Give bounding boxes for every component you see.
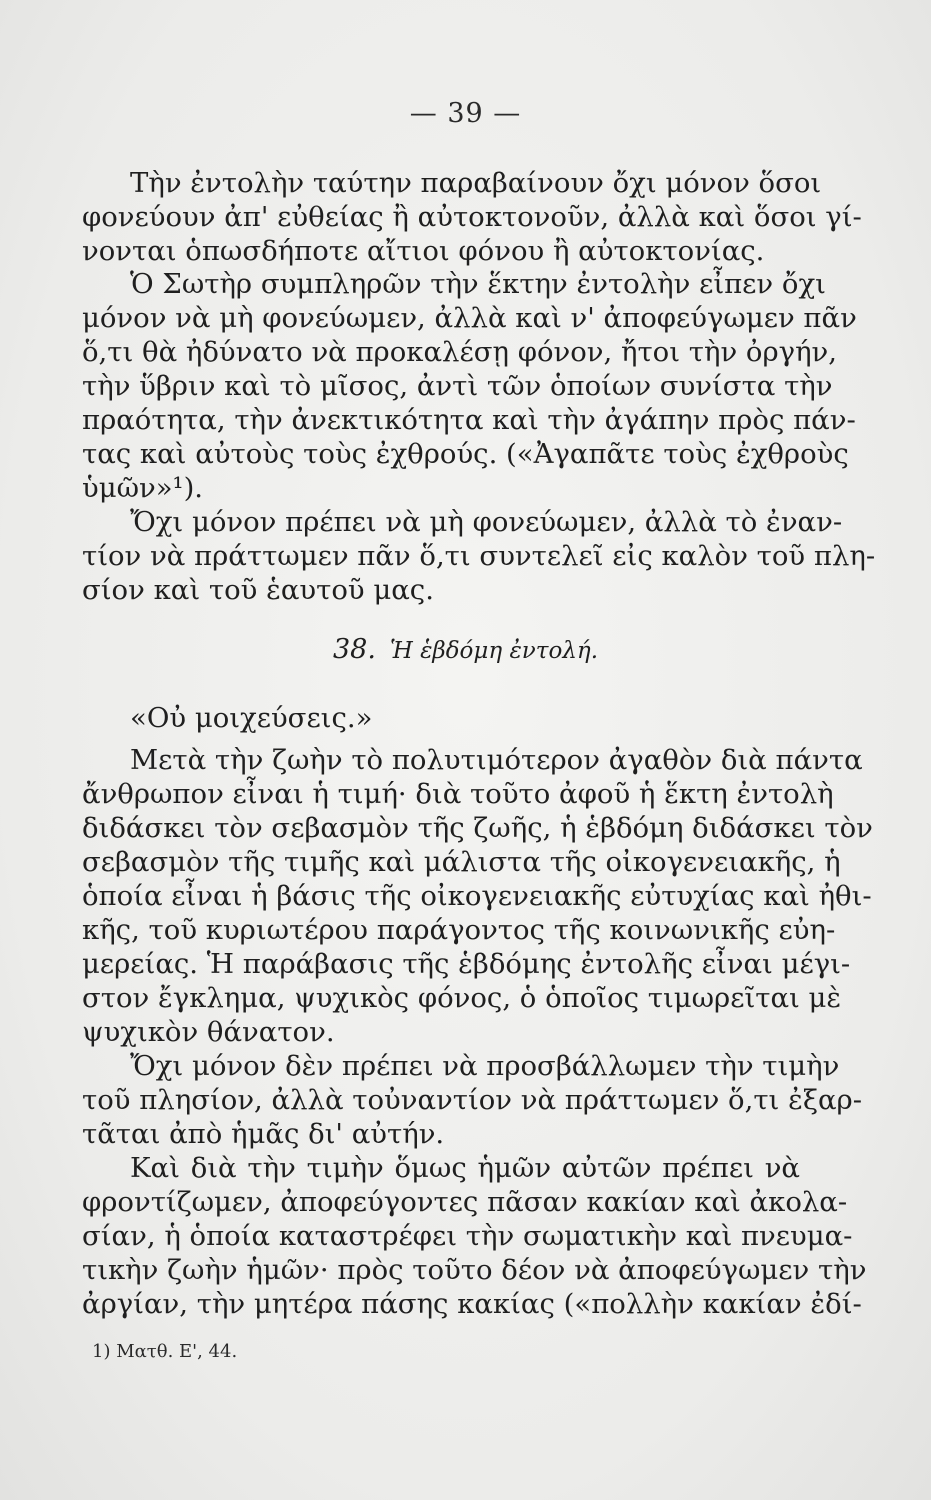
text-line: διδάσκει τὸν σεβασμὸν τῆς ζωῆς, ἡ ἑβδόμη διδάσκει τὸν — [82, 812, 873, 844]
text-line: Καὶ διὰ τὴν τιμὴν ὅμως ἡμῶν αὐτῶν πρέπει νὰ — [130, 1152, 800, 1184]
text-line: τὴν ὕβριν καὶ τὸ μῖσος, ἀντὶ τῶν ὁποίων συνίστα τὴν — [82, 370, 833, 402]
text-line: στον ἔγκλημα, ψυχικὸς φόνος, ὁ ὁποῖος τιμωρεῖται μὲ — [82, 982, 842, 1014]
text-line: ὑμῶν»¹). — [82, 472, 204, 504]
text-line: τικὴν ζωὴν ἡμῶν· πρὸς τοῦτο δέον νὰ ἀποφεύγωμεν τὴν — [82, 1254, 867, 1286]
text-line: Τὴν ἐντολὴν ταύτην παραβαίνουν ὄχι μόνον ὅσοι — [130, 167, 822, 199]
page-number: — 39 — — [409, 98, 522, 129]
text-line: πραότητα, τὴν ἀνεκτικότητα καὶ τὴν ἀγάπην πρὸς πάν- — [82, 404, 856, 436]
commandment-quote: «Οὐ μοιχεύσεις.» — [130, 702, 373, 734]
footnote: 1) Ματθ. Ε', 44. — [92, 1341, 238, 1362]
text-line: Ὄχι μόνον δὲν πρέπει νὰ προσβάλλωμεν τὴν τιμὴν — [130, 1050, 840, 1082]
text-line: φονεύουν ἀπ' εὐθείας ἢ αὐτοκτονοῦν, ἀλλὰ καὶ ὅσοι γί- — [82, 201, 862, 233]
text-line: Ὄχι μόνον πρέπει νὰ μὴ φονεύωμεν, ἀλλὰ τὸ ἐναν- — [130, 506, 843, 538]
section-title: Ἡ ἑβδόμη ἐντολή. — [389, 638, 599, 664]
text-line: τας καὶ αὐτοὺς τοὺς ἐχθρούς. («Ἀγαπᾶτε τοὺς ἐχθροὺς — [82, 438, 849, 470]
text-line: μόνον νὰ μὴ φονεύωμεν, ἀλλὰ καὶ ν' ἀποφεύγωμεν πᾶν — [82, 302, 857, 334]
text-line: τοῦ πλησίον, ἀλλὰ τοὐναντίον νὰ πράττωμεν ὅ,τι ἐξαρ- — [82, 1084, 863, 1116]
text-line: Μετὰ τὴν ζωὴν τὸ πολυτιμότερον ἀγαθὸν διὰ πάντα — [130, 744, 863, 776]
text-line: σίον καὶ τοῦ ἑαυτοῦ μας. — [82, 574, 434, 606]
text-line: Ὁ Σωτὴρ συμπληρῶν τὴν ἕκτην ἐντολὴν εἶπεν ὄχι — [130, 268, 826, 300]
text-line: ὁποία εἶναι ἡ βάσις τῆς οἰκογενειακῆς εὐτυχίας καὶ ἠθι- — [82, 880, 872, 912]
text-line: μερείας. Ἡ παράβασις τῆς ἑβδόμης ἐντολῆς εἶναι μέγι- — [82, 948, 851, 980]
text-line: ὅ,τι θὰ ἠδύνατο νὰ προκαλέσῃ φόνον, ἤτοι τὴν ὀργήν, — [82, 336, 838, 368]
text-line: κῆς, τοῦ κυριωτέρου παράγοντος τῆς κοινωνικῆς εὐη- — [82, 914, 836, 946]
text-line: νονται ὁπωσδήποτε αἴτιοι φόνου ἢ αὐτοκτονίας. — [82, 235, 765, 267]
text-line: ἀργίαν, τὴν μητέρα πάσης κακίας («πολλὴν κακίαν ἐδί- — [82, 1288, 862, 1320]
text-line: τίον νὰ πράττωμεν πᾶν ὅ,τι συντελεῖ εἰς καλὸν τοῦ πλη- — [82, 540, 876, 572]
text-line: ἄνθρωπον εἶναι ἡ τιμή· διὰ τοῦτο ἀφοῦ ἡ ἕκτη ἐντολὴ — [82, 778, 834, 810]
body-text-2 — [82, 0, 876, 1500]
text-line: ψυχικὸν θάνατον. — [82, 1016, 335, 1048]
text-line: τᾶται ἀπὸ ἡμᾶς δι' αὐτήν. — [82, 1118, 445, 1150]
text-line: σεβασμὸν τῆς τιμῆς καὶ μάλιστα τῆς οἰκογενειακῆς, ἡ — [82, 846, 841, 878]
text-line: σίαν, ἡ ὁποία καταστρέφει τὴν σωματικὴν καὶ πνευμα- — [82, 1220, 853, 1252]
section-number: 38. — [332, 634, 376, 665]
text-line: φροντίζωμεν, ἀποφεύγοντες πᾶσαν κακίαν καὶ ἀκολα- — [82, 1186, 848, 1218]
